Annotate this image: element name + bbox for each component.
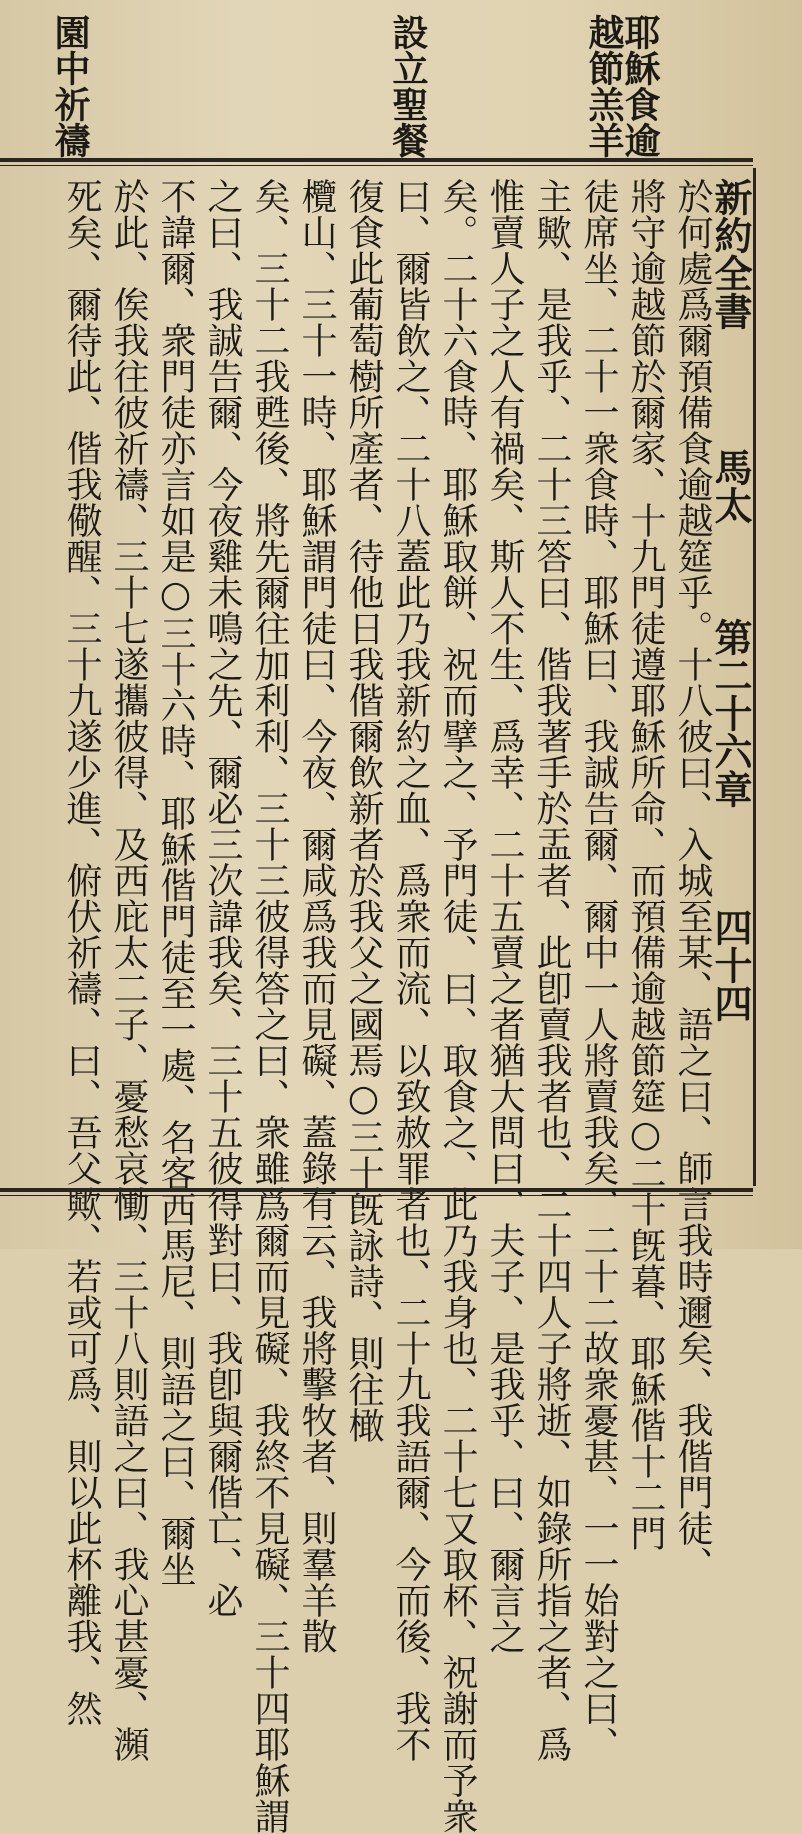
running-head-chapter: 第二十六章 [708,618,753,808]
text-column-12: 不諱爾、衆門徒亦言如是○三十六時、耶穌偕門徒至一處、名客西馬尼、則語之曰、爾坐 [155,178,196,1587]
text-column-14: 死矣、爾待此、偕我儆醒、三十九遂少進、俯伏祈禱、曰、吾父歟、若或可爲、則以此杯離我、然 [61,178,102,1726]
header-heading-4: 園中祈禱 [49,14,91,158]
running-head-book: 新約全書 [708,178,753,330]
text-column-8: 復食此葡萄樹所產者、待他日我偕爾飲新者於我父之國焉○三十旣詠詩、則往橄 [343,178,384,1443]
text-column-6: 矣。二十六食時、耶穌取餅、祝而擘之、予門徒、曰、取食之、此乃我身也、二十七又取杯、祝謝而予衆 [437,178,478,1834]
text-column-5: 惟賣人子之人有禍矣、斯人不生、爲幸、二十五賣之者猶大問曰、夫子、是我乎、曰、爾言之 [484,178,525,1654]
header-heading-2: 越節羔羊 [583,14,625,158]
text-column-7: 曰、爾皆飲之、二十八蓋此乃我新約之血、爲衆而流、以致赦罪者也、二十九我語爾、今而後、我不 [390,178,431,1762]
running-head-page: 四十四 [708,908,753,1022]
text-column-10: 矣、三十二我甦後、將先爾往加利利、三十三彼得答之曰、衆雖爲爾而見礙、我終不見礙、三十四耶穌謂 [249,178,290,1834]
text-column-9: 欖山、三十一時、耶穌謂門徒曰、今夜、爾咸爲我而見礙、蓋錄有云、我將擊牧者、則羣羊散 [296,178,337,1654]
running-head-gospel: 馬太 [708,448,753,524]
header-heading-1: 耶穌食逾 [619,14,661,158]
text-column-1: 於何處爲爾預備食逾越筵乎。十八彼曰、入城至某、語之曰、師言我時邇矣、我偕門徒、 [672,178,713,1582]
text-column-11: 之曰、我誠告爾、今夜雞未鳴之先、爾必三次諱我矣、三十五彼得對曰、我卽與爾偕亡、必 [202,178,243,1618]
text-column-2: 將守逾越節於爾家、十九門徒遵耶穌所命、而預備逾越節筵○二十旣暮、耶穌偕十二門 [625,178,666,1551]
text-column-3: 徒席坐、二十一衆食時、耶穌曰、我誠告爾、爾中一人將賣我矣、二十二故衆憂甚、一一始對之曰、 [578,178,619,1762]
running-head [708,178,758,1184]
header-heading-3: 設立聖餐 [387,14,429,158]
top-rule [0,158,753,166]
text-column-4: 主歟、是我乎、二十三答曰、偕我著手於盂者、此卽賣我者也、二十四人子將逝、如錄所指之者、爲 [531,178,572,1762]
text-column-13: 於此、俟我往彼祈禱、三十七遂攜彼得、及西庇太二子、憂愁哀慟、三十八則語之曰、我心甚憂、瀕 [108,178,149,1762]
bottom-rule [0,1188,753,1196]
